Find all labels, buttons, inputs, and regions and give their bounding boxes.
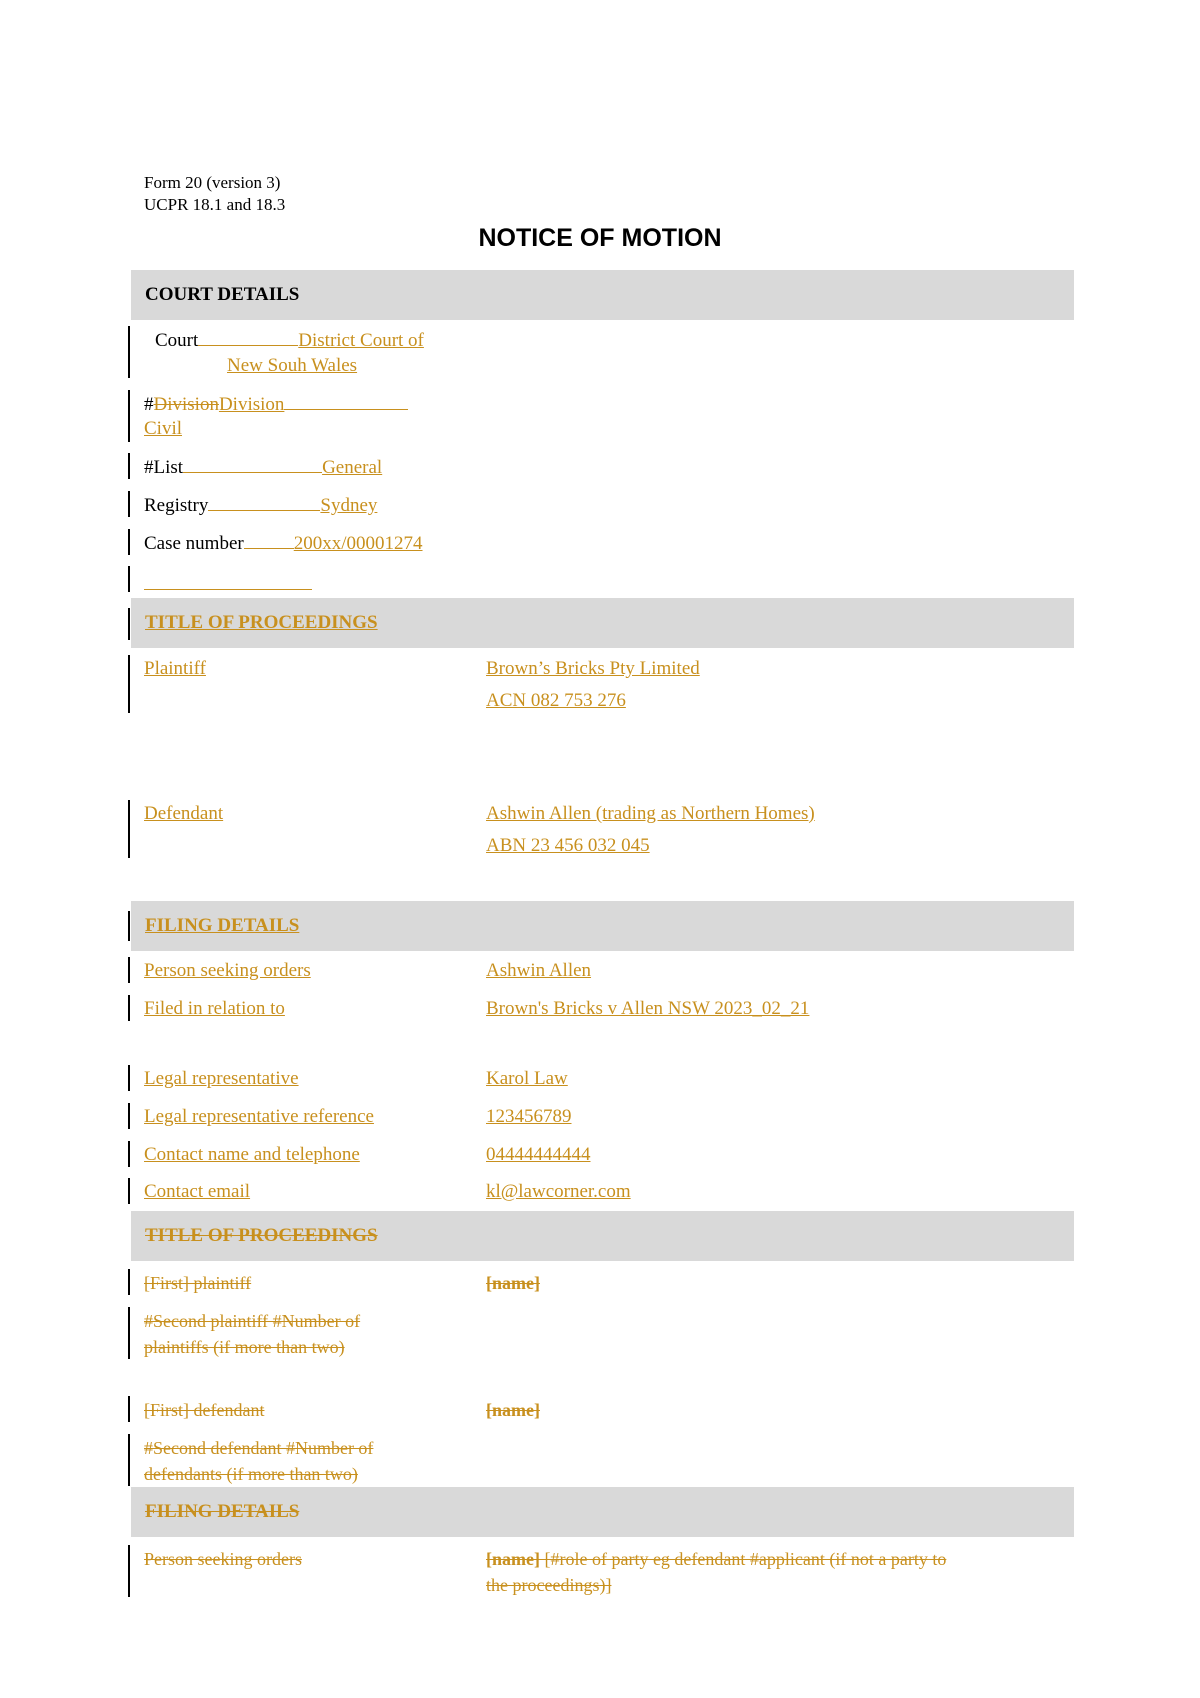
section-header-deleted-filing (131, 1487, 1074, 1537)
blank-line (183, 454, 322, 473)
list-value: General (322, 457, 383, 478)
change-bar (128, 1396, 130, 1422)
plaintiff-acn: ACN 082 753 276 (486, 690, 626, 711)
form-number: Form 20 (version 3) (144, 173, 281, 192)
blank-line (284, 391, 408, 410)
legal-reference-value: 123456789 (486, 1106, 572, 1127)
court-row (155, 327, 424, 354)
change-bar (128, 655, 130, 713)
second-defendant-label-line2: defendants (if more than two) (144, 1464, 358, 1484)
deleted-person-role-line2: the proceedings)] (486, 1575, 612, 1595)
section-title: COURT DETAILS (145, 284, 300, 305)
filed-in-relation-label: Filed in relation to (144, 998, 285, 1019)
filed-in-relation-value: Brown's Bricks v Allen NSW 2023_02_21 (486, 998, 810, 1019)
legal-representative-label: Legal representative (144, 1068, 299, 1089)
first-defendant-label: [First] defendant (144, 1400, 265, 1420)
court-label: Court (155, 330, 199, 351)
contact-name-label: Contact name and telephone (144, 1144, 360, 1165)
change-bar (128, 326, 130, 378)
first-defendant-name: [name] (486, 1400, 540, 1420)
legal-reference-label: Legal representative reference (144, 1106, 374, 1127)
person-seeking-orders-value: Ashwin Allen (486, 960, 592, 981)
change-bar (128, 957, 130, 983)
change-bar (128, 1269, 130, 1295)
case-number-row (144, 530, 423, 557)
change-bar (128, 1141, 130, 1167)
registry-label: Registry (144, 495, 209, 516)
change-bar (128, 491, 130, 517)
section-title: TITLE OF PROCEEDINGS (145, 612, 378, 633)
change-bar (128, 529, 130, 555)
section-header-deleted-title (131, 1211, 1074, 1261)
registry-value: Sydney (320, 495, 378, 516)
rule-reference: UCPR 18.1 and 18.3 (144, 195, 286, 214)
section-title: FILING DETAILS (145, 1501, 300, 1522)
division-deleted: Division (153, 394, 219, 415)
division-row-2 (144, 416, 182, 442)
defendant-name: Ashwin Allen (trading as Northern Homes) (486, 803, 815, 824)
change-bar (128, 608, 130, 640)
case-number-value: 200xx/00001274 (293, 533, 423, 554)
legal-representative-value: Karol Law (486, 1068, 568, 1089)
case-number-label: Case number (144, 533, 244, 554)
change-bar (128, 1434, 130, 1486)
second-plaintiff-label: #Second plaintiff #Number of (144, 1311, 361, 1331)
blank-line (198, 327, 298, 346)
change-bar (128, 1065, 130, 1091)
change-bar (128, 390, 130, 442)
change-bar (128, 1178, 130, 1204)
blank-line (244, 530, 294, 549)
contact-email-label: Contact email (144, 1181, 251, 1202)
section-header-filing-details (131, 901, 1074, 951)
court-value: District Court of (298, 330, 424, 351)
section-header-court-details (131, 270, 1074, 320)
second-defendant-label: #Second defendant #Number of (144, 1438, 374, 1458)
change-bar (128, 453, 130, 479)
blank-line (144, 589, 312, 590)
blank-line (208, 492, 320, 511)
section-title: FILING DETAILS (145, 915, 300, 936)
deleted-person-seeking-orders-value (486, 1546, 946, 1572)
change-bar (128, 1545, 130, 1597)
plaintiff-label: Plaintiff (144, 658, 206, 679)
deleted-person-role: [#role of party eg defendant #applicant (if not a party to (539, 1549, 947, 1569)
change-bar (128, 800, 130, 858)
second-plaintiff-label-line2: plaintiffs (if more than two) (144, 1337, 345, 1357)
defendant-label: Defendant (144, 803, 224, 824)
change-bar (128, 911, 130, 941)
division-row (144, 391, 408, 418)
court-value-line2: New Souh Wales (227, 355, 358, 376)
division-inserted: Division (218, 394, 285, 415)
list-row (144, 454, 382, 481)
page-title: NOTICE OF MOTION (478, 224, 722, 252)
section-header-title-of-proceedings (131, 598, 1074, 648)
contact-email-value: kl@lawcorner.com (486, 1181, 631, 1202)
court-row-2 (227, 353, 357, 379)
division-hash: # (144, 394, 154, 415)
defendant-abn: ABN 23 456 032 045 (486, 835, 650, 856)
change-bar (128, 566, 130, 592)
list-label: #List (144, 457, 184, 478)
section-title: TITLE OF PROCEEDINGS (145, 1225, 378, 1246)
first-plaintiff-label: [First] plaintiff (144, 1273, 252, 1293)
deleted-person-seeking-orders-label: Person seeking orders (144, 1549, 302, 1569)
person-seeking-orders-label: Person seeking orders (144, 960, 311, 981)
change-bar (128, 1103, 130, 1129)
registry-row (144, 492, 377, 519)
deleted-person-name: [name] (486, 1549, 540, 1569)
change-bar (128, 1307, 130, 1359)
plaintiff-name: Brown’s Bricks Pty Limited (486, 658, 700, 679)
change-bar (128, 995, 130, 1021)
contact-name-value: 04444444444 (486, 1144, 591, 1165)
first-plaintiff-name: [name] (486, 1273, 540, 1293)
division-value: Civil (144, 418, 183, 439)
